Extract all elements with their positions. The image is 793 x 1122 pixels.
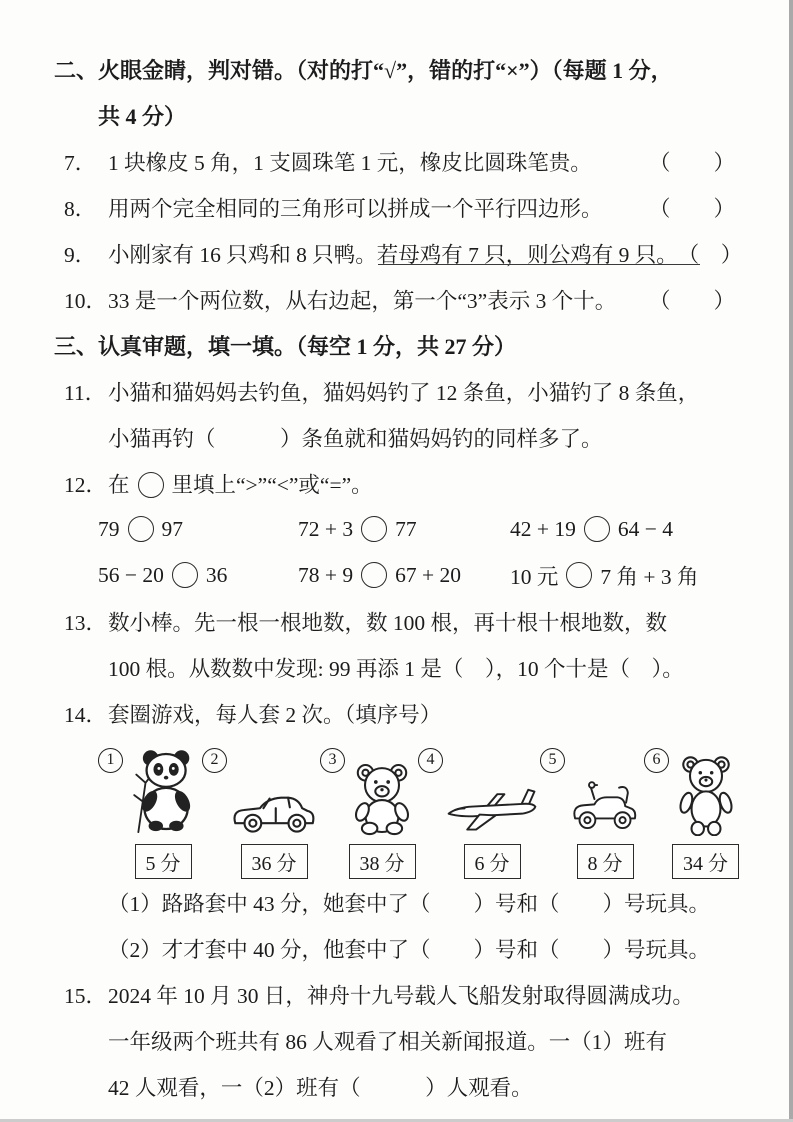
question-13-text-cont: 100 根。从数数中发现: 99 再添 1 是（ ），10 个十是（ ）。 bbox=[108, 656, 684, 681]
toy-item-6 bbox=[644, 744, 739, 879]
toy-3-score-box: 38 分 bbox=[349, 844, 416, 879]
question-9-number: 9． bbox=[64, 242, 97, 267]
toy-2-number-badge: 2 bbox=[202, 748, 227, 773]
comparison-2 bbox=[298, 506, 510, 552]
sub-1-label: （1） bbox=[108, 891, 162, 916]
question-11 bbox=[54, 368, 745, 460]
question-7-text: 1 块橡皮 5 角，1 支圆珠笔 1 元，橡皮比圆珠笔贵。 bbox=[108, 150, 592, 175]
question-12-intro bbox=[54, 460, 745, 506]
question-10-answer-blank: （ ） bbox=[648, 288, 735, 313]
compare-circle-icon bbox=[361, 516, 387, 542]
toys-row bbox=[54, 736, 745, 879]
question-7-answer-blank: （ ） bbox=[648, 150, 735, 175]
toy-convertible-car-icon bbox=[230, 744, 318, 836]
toy-4-score-box: 6 分 bbox=[464, 844, 521, 879]
comparison-4-left: 56 − 20 bbox=[98, 562, 164, 587]
question-10 bbox=[54, 276, 745, 322]
question-10-text: 33 是一个两位数，从右边起，第一个“3”表示 3 个十。 bbox=[108, 288, 617, 313]
comparison-6-left: 10 元 bbox=[510, 564, 559, 589]
comparison-6 bbox=[510, 552, 745, 598]
toy-item-3 bbox=[320, 744, 416, 879]
question-8-answer-blank: （ ） bbox=[648, 196, 735, 221]
question-9-text-a: 小刚家有 16 只鸡和 8 只鸭。 bbox=[108, 242, 377, 267]
compare-circle-icon bbox=[172, 562, 198, 588]
toy-item-1 bbox=[98, 744, 200, 879]
question-14-sub-2 bbox=[54, 925, 745, 971]
airplane-icon bbox=[446, 744, 538, 836]
teddy-bear-icon bbox=[675, 744, 737, 836]
question-11-text: 小猫和猫妈妈去钓鱼，猫妈妈钓了 12 条鱼，小猫钓了 8 条鱼， bbox=[108, 380, 700, 405]
section-3-heading bbox=[54, 322, 745, 368]
question-9 bbox=[54, 230, 745, 276]
question-14-sub-1 bbox=[54, 879, 745, 925]
comparison-3-left: 42 + 19 bbox=[510, 516, 576, 541]
question-12-text-before: 在 bbox=[108, 472, 130, 497]
panda-icon bbox=[126, 744, 200, 836]
toy-4-number-badge: 4 bbox=[418, 748, 443, 773]
toy-6-number-badge: 6 bbox=[644, 748, 669, 773]
question-15-line-1 bbox=[54, 971, 745, 1017]
question-13-number: 13． bbox=[64, 610, 108, 635]
question-12-text-after: 里填上“>”“<”或“=”。 bbox=[171, 472, 373, 497]
toy-5-number-badge: 5 bbox=[540, 748, 565, 773]
comparison-6-right: 7 角 + 3 角 bbox=[600, 564, 699, 589]
toy-1-number-badge: 1 bbox=[98, 748, 123, 773]
toy-3-number-badge: 3 bbox=[320, 748, 345, 773]
question-12-number: 12． bbox=[64, 472, 108, 497]
section-2-heading-cont bbox=[54, 92, 745, 138]
question-8-number: 8． bbox=[64, 196, 97, 221]
scan-edge-right bbox=[789, 0, 793, 1122]
comparison-3 bbox=[510, 506, 745, 552]
question-13-line-1 bbox=[54, 598, 745, 644]
compare-circle-icon bbox=[566, 562, 592, 588]
comparison-2-right: 77 bbox=[395, 516, 417, 541]
toy-item-5 bbox=[540, 744, 642, 879]
question-15-line-3 bbox=[54, 1063, 745, 1109]
question-13 bbox=[54, 598, 745, 690]
question-15-number: 15． bbox=[64, 983, 108, 1008]
comparison-grid bbox=[54, 506, 745, 598]
bear-icon bbox=[348, 744, 416, 836]
question-14-intro bbox=[54, 690, 745, 736]
question-12-text bbox=[108, 468, 745, 499]
question-8-text: 用两个完全相同的三角形可以拼成一个平行四边形。 bbox=[108, 196, 603, 221]
toy-5-column bbox=[568, 744, 642, 879]
question-9-text-underlined: 若母鸡有 7 只，则公鸡有 9 只。 bbox=[376, 242, 678, 267]
question-11-number: 11． bbox=[64, 380, 107, 405]
comparison-5 bbox=[298, 552, 510, 598]
comparison-4-right: 36 bbox=[205, 562, 228, 587]
toy-4-column bbox=[446, 744, 538, 879]
toy-6-column bbox=[672, 744, 739, 879]
comparison-4 bbox=[98, 552, 298, 598]
question-11-line-2 bbox=[54, 414, 745, 460]
question-13-text: 数小棒。先一根一根地数，数 100 根，再十根十根地数，数 bbox=[108, 610, 668, 635]
question-13-line-2 bbox=[54, 644, 745, 690]
question-7 bbox=[54, 138, 745, 184]
comparison-1-right: 97 bbox=[161, 516, 183, 541]
compare-circle-icon bbox=[128, 516, 154, 542]
question-12 bbox=[54, 460, 745, 598]
comparison-1-left: 79 bbox=[98, 516, 120, 541]
question-11-line-1 bbox=[54, 368, 745, 414]
toy-3-column bbox=[348, 744, 416, 879]
question-15-text: 2024 年 10 月 30 日，神舟十九号载人飞船发射取得圆满成功。 bbox=[108, 983, 694, 1008]
question-15-text-cont-2: 42 人观看，一（2）班有（ ）人观看。 bbox=[108, 1075, 533, 1100]
section-2-title-text: 二、火眼金睛，判对错。（对的打“√”，错的打“×”）（每题 1 分， bbox=[54, 57, 673, 83]
question-8 bbox=[54, 184, 745, 230]
question-9-text bbox=[108, 238, 678, 269]
section-3-title-text: 三、认真审题，填一填。（每空 1 分，共 27 分） bbox=[54, 333, 517, 359]
question-9-answer-blank: （ ） bbox=[677, 242, 743, 267]
question-14 bbox=[54, 690, 745, 971]
question-15-text-cont-1: 一年级两个班共有 86 人观看了相关新闻报道。一（1）班有 bbox=[108, 1029, 668, 1054]
question-11-text-cont: 小猫再钓（ ）条鱼就和猫妈妈钓的同样多了。 bbox=[108, 426, 603, 451]
toy-item-2 bbox=[202, 744, 318, 879]
toy-1-column bbox=[126, 744, 200, 879]
sub-2-text: 才才套中 40 分，他套中了（ ）号和（ ）号玩具。 bbox=[161, 937, 711, 962]
question-7-number: 7． bbox=[64, 150, 97, 175]
question-15-line-2 bbox=[54, 1017, 745, 1063]
comparison-2-left: 72 + 3 bbox=[298, 516, 354, 541]
ride-on-car-icon bbox=[568, 744, 642, 836]
comparison-3-right: 64 − 4 bbox=[617, 516, 674, 541]
sub-2-label: （2） bbox=[108, 937, 162, 962]
question-15 bbox=[54, 971, 745, 1109]
toy-5-score-box: 8 分 bbox=[577, 844, 634, 879]
toy-item-4 bbox=[418, 744, 538, 879]
toy-2-column bbox=[230, 744, 318, 879]
toy-6-score-box: 34 分 bbox=[672, 844, 739, 879]
question-14-number: 14． bbox=[64, 702, 108, 727]
toy-2-score-box: 36 分 bbox=[241, 844, 308, 879]
section-2-title-cont-text: 共 4 分） bbox=[98, 103, 187, 129]
comparison-1 bbox=[98, 506, 298, 552]
sub-1-text: 路路套中 43 分，她套中了（ ）号和（ ）号玩具。 bbox=[161, 891, 711, 916]
toy-1-score-box: 5 分 bbox=[135, 844, 192, 879]
comparison-5-right: 67 + 20 bbox=[395, 562, 462, 587]
question-14-text: 套圈游戏，每人套 2 次。（填序号） bbox=[108, 702, 442, 727]
section-2-heading bbox=[54, 46, 745, 92]
compare-circle-icon bbox=[361, 562, 387, 588]
compare-circle-icon bbox=[584, 516, 610, 542]
compare-circle-icon bbox=[138, 472, 164, 498]
question-10-number: 10． bbox=[64, 288, 108, 313]
comparison-5-left: 78 + 9 bbox=[298, 562, 354, 587]
